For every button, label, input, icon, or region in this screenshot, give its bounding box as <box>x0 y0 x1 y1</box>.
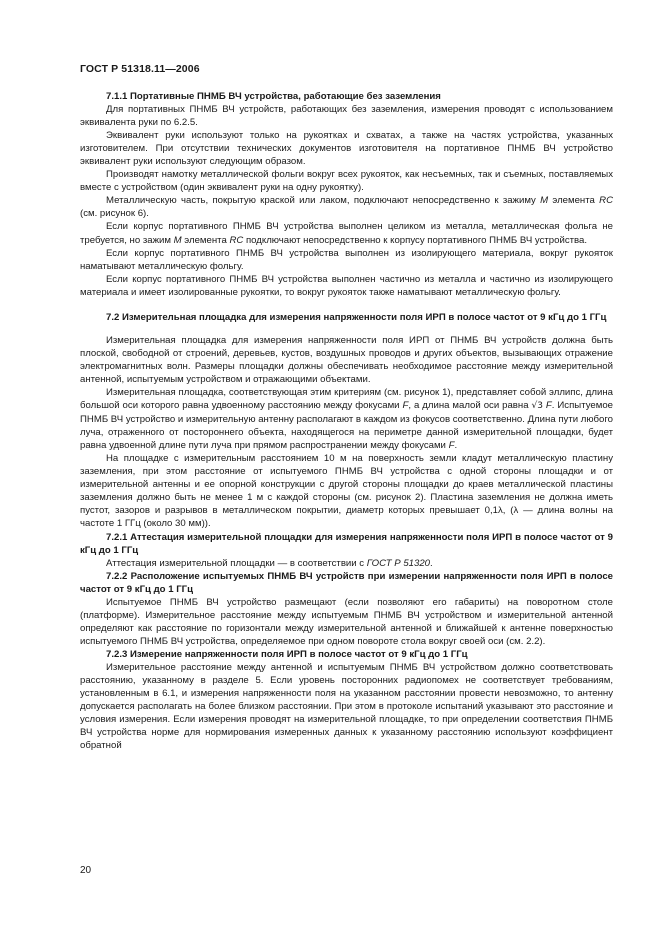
section-7-2-1-heading: 7.2.1 Аттестация измерительной площадки для измерения напряженности поля ИРП в полосе частот от 9 кГц до 1 ГГц <box>80 531 613 556</box>
paragraph: Если корпус портативного ПНМБ ВЧ устройства выполнен из изолирующего материала, вокруг рукояток наматывают металлическую фольгу. <box>80 247 613 272</box>
text-run: Если корпус портативного ПНМБ ВЧ устройства выполнен целиком из металла, металлическая фольга не требуется, но зажим <box>80 221 613 246</box>
page-number: 20 <box>80 865 92 876</box>
paragraph: Если корпус портативного ПНМБ ВЧ устройства выполнен частично из металла и частично из изолирующего материала и имеет изолированные рукоятки, то вокруг рукояток также наматывают металлическую фольгу. <box>80 273 613 298</box>
text-run: подключают непосредственно к корпусу портативного ПНМБ ВЧ устройства. <box>243 234 588 246</box>
document-body <box>80 90 613 752</box>
paragraph: Измерительное расстояние между антенной и испытуемым ПНМБ ВЧ устройством должно соответствовать расстоянию, указанному в разделе 5. Если уровень посторонних радиопомех не соответствует требованиям, установленным в 6.1, и измерения напряженности поля на указанном расстоянии провести невозможно, то антенну допускается располагать на более близком расстоянии. При этом в протоколе испытаний указывают это расстояние и условия измерения. Если измерения проводят на измерительной площадке, то при определении соответствия ПНМБ ВЧ устройства норме для нормирования измеренных данных к указанному расстоянию используют коэффициент обратной <box>80 661 613 752</box>
italic-term: M <box>540 195 549 207</box>
paragraph: Испытуемое ПНМБ ВЧ устройство размещают (если позволяют его габариты) на поворотном столе (платформе). Измерительное расстояние между испытуемым ПНМБ ВЧ устройством и измерительной антенной определяют как расстояние по горизонтали между измерительной антенной и ближайшей к антенне поверхностью испытуемого ПНМБ ВЧ устройства, определяемое при одном повороте стола вокруг своей оси (см. 2.2). <box>80 596 613 647</box>
paragraph <box>80 194 613 220</box>
text-run: . <box>454 440 458 452</box>
section-7-2-3-heading: 7.2.3 Измерение напряженности поля ИРП в полосе частот от 9 кГц до 1 ГГц <box>106 648 468 660</box>
text-run: . <box>430 557 433 569</box>
italic-term: F <box>545 400 552 412</box>
section-7-1-1-heading: 7.1.1 Портативные ПНМБ ВЧ устройства, работающие без заземления <box>106 91 441 102</box>
section-7-2-heading: 7.2 Измерительная площадка для измерения напряженности поля ИРП в полосе частот от 9 кГц до 1 ГГц <box>106 311 607 323</box>
italic-term: RC <box>599 195 613 207</box>
paragraph <box>80 386 613 452</box>
paragraph: Для портативных ПНМБ ВЧ устройств, работающих без заземления, измерения проводят с использованием эквивалента руки по 6.2.5. <box>80 104 613 129</box>
paragraph: Эквивалент руки используют только на рукоятках и схватах, а также на частях устройства, указанных изготовителем. При отсутствии технических документов изготовителя на портативное ПНМБ ВЧ устройство эквивалент руки используют следующим образом. <box>80 130 613 168</box>
sqrt-three-formula: √3 <box>531 401 543 412</box>
italic-term: F <box>402 400 409 412</box>
paragraph <box>80 220 613 246</box>
italic-term: RC <box>229 234 244 246</box>
paragraph: Измерительная площадка для измерения напряженности поля ИРП от ПНМБ ВЧ устройств должна быть плоской, свободной от строений, деревьев, кустов, воздушных проводов и других объектов, вызывающих отражение электромагнитных волн. Размеры площадки должны обеспечивать необходимое расстояние между измерительной антенной, испытуемым устройством и отражающими объектами. <box>80 334 613 385</box>
italic-term: F <box>448 440 455 452</box>
italic-term: M <box>173 234 182 246</box>
paragraph: На площадке с измерительным расстоянием 10 м на поверхность земли кладут металлическую пластину заземления, при этом расстояние от испытуемого ПНМБ ВЧ устройства с одной стороны площадки и от измерительной антенны и ее опорной конструкции с другой стороны площадки до краев металлической пластины заземления должно быть не менее 1 м с каждой стороны (см. рисунок 2). Пластина заземления не должна иметь пустот, зазоров и разрывов в металлическом покрытии, диаметр которых превышает 0,1λ, (λ — длина волны на частоте 1 ГГц (около 30 мм)). <box>80 453 613 530</box>
text-run: , а длина малой оси равна <box>408 400 532 412</box>
section-7-2-2-heading: 7.2.2 Расположение испытуемых ПНМБ ВЧ устройств при измерении напряженности поля ИРП в полосе частот от 9 кГц до 1 ГГц <box>80 570 613 595</box>
text-run: (см. рисунок 6). <box>80 208 149 220</box>
document-code-header: ГОСТ Р 51318.11—2006 <box>80 63 200 75</box>
paragraph: Производят намотку металлической фольги вокруг всех рукояток, как несъемных, так и съемных, поставляемых вместе с устройством (один эквивалент руки на одну рукоятку). <box>80 169 613 194</box>
text-run: Измерительная площадка, соответствующая этим критериям (см. рисунок 1), представляет собой эллипс, длина большой оси которого равна удвоенному расстоянию между фокусами <box>80 386 613 412</box>
text-run: элемента <box>548 195 600 207</box>
paragraph <box>80 557 613 570</box>
text-run: элемента <box>181 234 230 246</box>
text-run: Металлическую часть, покрытую краской или лаком, подключают непосредственно к зажиму <box>106 195 541 207</box>
text-run: Аттестация измерительной площадки — в соответствии с <box>106 557 367 569</box>
text-run: . Испытуемое ПНМБ ВЧ устройство и измерительную антенну располагают в каждом из фокусов соответственно. Длина пути любого луча, отраженного от постороннего объекта, находящегося на периметре данной измерительной площадки, будет равна удвоенной длине пути луча при прямом распространении между фокусами <box>80 400 613 452</box>
standard-reference: ГОСТ Р 51320 <box>366 557 431 569</box>
